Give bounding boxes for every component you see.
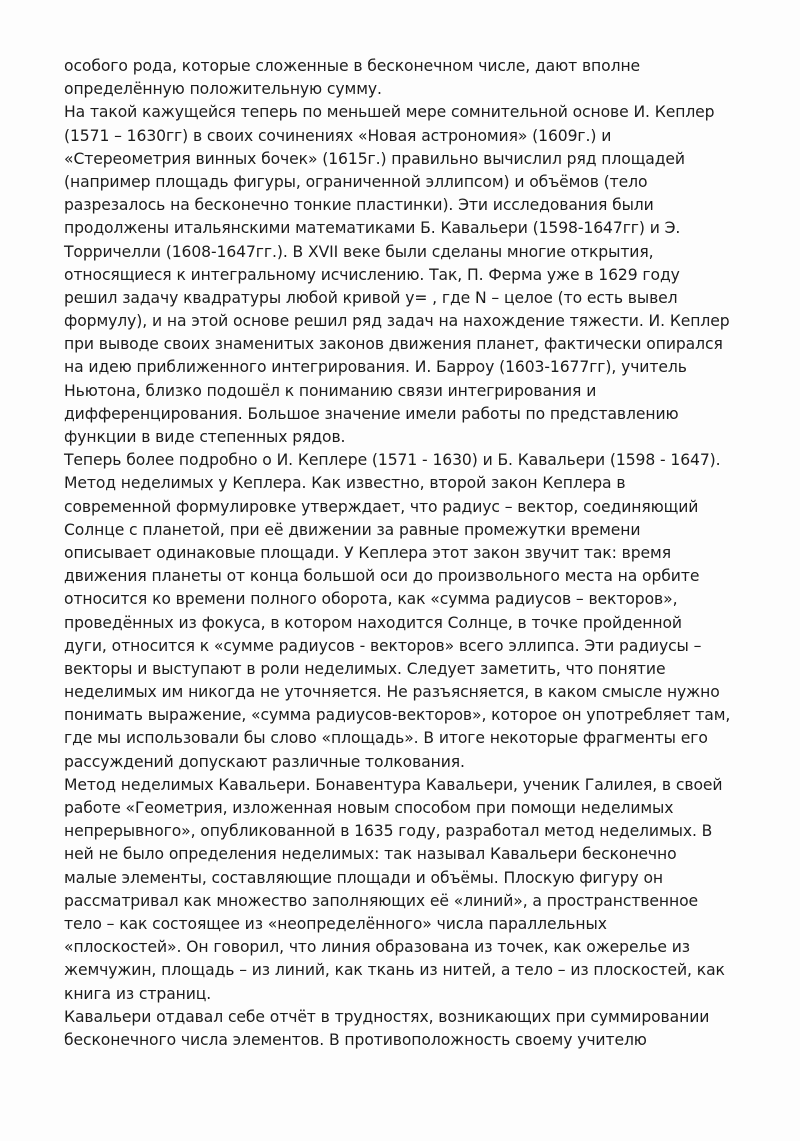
text-line: относится ко времени полного оборота, как «сумма радиусов – векторов», [64, 590, 678, 609]
text-line: На такой кажущейся теперь по меньшей мере сомнительной основе И. Кеплер [64, 103, 715, 122]
text-line: «Стереометрия винных бочек» (1615г.) правильно вычислил ряд площадей [64, 149, 685, 168]
text-line: проведённых из фокуса, в котором находится Солнце, в точке пройденной [64, 613, 682, 632]
text-line: Торричелли (1608-1647гг.). В XVII веке были сделаны многие открытия, [64, 242, 654, 261]
text-line: Теперь более подробно о И. Кеплере (1571 - 1630) и Б. Кавальери (1598 - 1647). [64, 451, 721, 470]
text-line: (например площадь фигуры, ограниченной эллипсом) и объёмов (тело [64, 172, 648, 191]
text-line: движения планеты от конца большой оси до произвольного места на орбите [64, 567, 700, 586]
text-line: Кавальери отдавал себе отчёт в трудностях, возникающих при суммировании [64, 1007, 710, 1026]
text-line: описывает одинаковые площади. У Кеплера этот закон звучит так: время [64, 543, 671, 562]
text-line: Солнце с планетой, при её движении за равные промежутки времени [64, 520, 641, 539]
text-line: малые элементы, составляющие площади и объёмы. Плоскую фигуру он [64, 868, 664, 887]
text-line: неделимых им никогда не уточняется. Не разъясняется, в каком смысле нужно [64, 683, 720, 702]
text-line: (1571 – 1630гг) в своих сочинениях «Новая астрономия» (1609г.) и [64, 126, 612, 145]
body-text [64, 55, 764, 1052]
text-line: функции в виде степенных рядов. [64, 428, 346, 446]
text-line: рассуждений допускают различные толкования. [64, 752, 465, 771]
text-line: формулу), и на этой основе решил ряд задач на нахождение тяжести. И. Кеплер [64, 312, 730, 331]
text-line: бесконечного числа элементов. В противоположность своему учителю [64, 1030, 647, 1049]
text-line: дуги, относится к «сумме радиусов - векторов» всего эллипса. Эти радиусы – [64, 636, 702, 655]
text-line: дифференцирования. Большое значение имели работы по представлению [64, 404, 679, 423]
text-line: «плоскостей». Он говорил, что линия образована из точек, как ожерелье из [64, 938, 690, 957]
text-line: непрерывного», опубликованной в 1635 году, разработал метод неделимых. В [64, 822, 713, 841]
text-line: ней не было определения неделимых: так называл Кавальери бесконечно [64, 845, 677, 864]
text-line: определённую положительную сумму. [64, 80, 382, 99]
text-line: рассматривал как множество заполняющих её «линий», а пространственное [64, 891, 699, 910]
text-line: Метод неделимых Кавальери. Бонавентура Кавальери, ученик Галилея, в своей [64, 775, 723, 794]
text-line: современной формулировке утверждает, что радиус – вектор, соединяющий [64, 497, 699, 516]
text-line: решил задачу квадратуры любой кривой y= , где N – целое (то есть вывел [64, 288, 678, 307]
text-line: Метод неделимых у Кеплера. Как известно, второй закон Кеплера в [64, 474, 626, 493]
text-line: где мы использовали бы слово «площадь». В итоге некоторые фрагменты его [64, 729, 708, 748]
text-line: тело – как состоящее из «неопределённого» числа параллельных [64, 914, 607, 933]
text-line: особого рода, которые сложенные в бесконечном числе, дают вполне [64, 57, 641, 75]
text-line: разрезалось на бесконечно тонкие пластинки). Эти исследования были [64, 196, 654, 215]
text-line: жемчужин, площадь – из линий, как ткань из нитей, а тело – из плоскостей, как [64, 961, 725, 980]
text-line: на идею приближенного интегрирования. И. Барроу (1603-1677гг), учитель [64, 358, 687, 377]
text-line: векторы и выступают в роли неделимых. Следует заметить, что понятие [64, 659, 666, 678]
text-line: понимать выражение, «сумма радиусов-векторов», которое он употребляет там, [64, 706, 731, 725]
text-line: продолжены итальянскими математиками Б. Кавальери (1598-1647гг) и Э. [64, 219, 681, 238]
text-line: работе «Геометрия, изложенная новым способом при помощи неделимых [64, 799, 674, 817]
text-line: относящиеся к интегральному исчислению. Так, П. Ферма уже в 1629 году [64, 265, 680, 284]
text-line: Ньютона, близко подошёл к пониманию связи интегрирования и [64, 381, 597, 400]
text-line: книга из страниц. [64, 984, 212, 1003]
text-line: при выводе своих знаменитых законов движения планет, фактически опирался [64, 335, 723, 354]
